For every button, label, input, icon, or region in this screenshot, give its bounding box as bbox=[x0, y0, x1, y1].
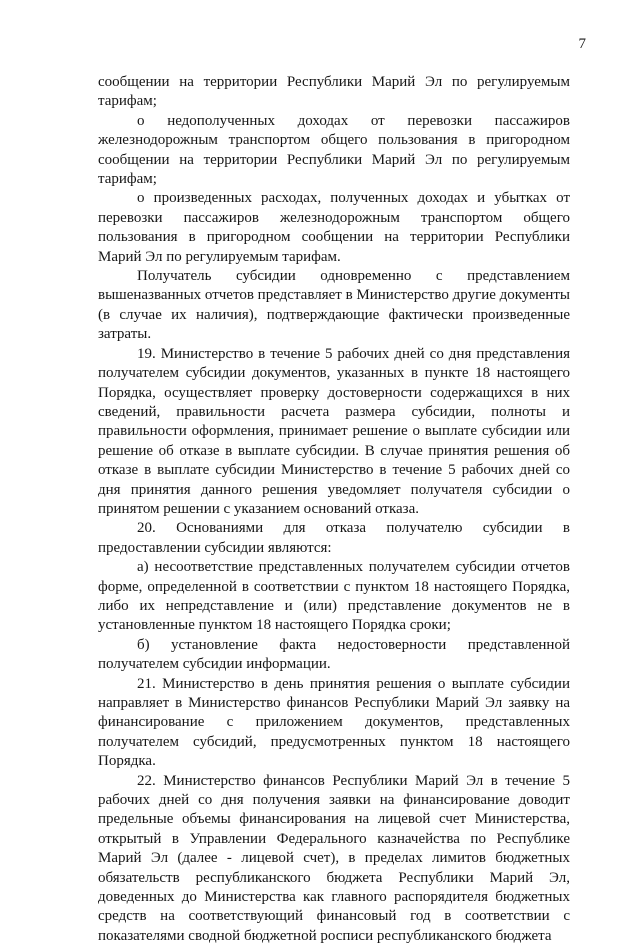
paragraph-clause-19: 19. Министерство в течение 5 рабочих дней со дня представления получателем субсидии документов, указанных в пункте 18 настоящего Порядка, осуществляет проверку достоверности содержащихся в них сведений, правильности расчета размера субсидии, полноты и правильности оформления, принимает решение о выплате субсидии или решение об отказе в выплате субсидии. В случае принятия решения об отказе в выплате субсидии Министерство в течение 5 рабочих дней со дня принятия данного решения уведомляет получателя субсидии о принятом решении с указанием оснований отказа. bbox=[98, 345, 570, 517]
paragraph-clause-22: 22. Министерство финансов Республики Марий Эл в течение 5 рабочих дней со дня получения заявки на финансирование доводит предельные объемы финансирования на лицевой счет Министерства, открытый в Управлении Федерального казначейства по Республике Марий Эл (далее - лицевой счет), в пределах лимитов бюджетных обязательств республиканского бюджета Республики Марий Эл, доведенных до Министерства как главного распорядителя бюджетных средств на соответствующий финансовый год в соответствии с показателями сводной бюджетной росписи республиканского бюджета bbox=[98, 772, 570, 944]
paragraph-item-lost-revenue: о недополученных доходах от перевозки пассажиров железнодорожным транспортом общего пользования в пригородном сообщении на территории Республики Марий Эл по регулируемым тарифам; bbox=[98, 112, 570, 188]
paragraph-clause-20-b: б) установление факта недостоверности представленной получателем субсидии информации. bbox=[98, 636, 570, 673]
document-body bbox=[98, 73, 570, 946]
paragraph-continuation: сообщении на территории Республики Марий Эл по регулируемым тарифам; bbox=[98, 74, 570, 110]
paragraph-clause-20-a: а) несоответствие представленных получателем субсидии отчетов форме, определенной в соответствии с пунктом 18 настоящего Порядка, либо их непредставление и (или) представление документов не в установленные пунктом 18 настоящего Порядка сроки; bbox=[98, 559, 570, 634]
page-number: 7 bbox=[578, 36, 586, 52]
paragraph-clause-21: 21. Министерство в день принятия решения о выплате субсидии направляет в Министерство финансов Республики Марий Эл заявку на финансирование с приложением документов, представленных получателем субсидий, предусмотренных пунктом 18 настоящего Порядка. bbox=[98, 675, 570, 770]
paragraph-item-expenses: о произведенных расходах, полученных доходах и убытках от перевозки пассажиров железнодорожным транспортом общего пользования в пригородном сообщении на территории Республики Марий Эл по регулируемым тарифам. bbox=[98, 190, 570, 265]
paragraph-recipient-documents: Получатель субсидии одновременно с представлением вышеназванных отчетов представляет в Министерство другие документы (в случае их наличия), подтверждающие фактически произведенные затраты. bbox=[98, 268, 570, 343]
paragraph-clause-20: 20. Основаниями для отказа получателю субсидии в предоставлении субсидии являются: bbox=[98, 520, 570, 556]
